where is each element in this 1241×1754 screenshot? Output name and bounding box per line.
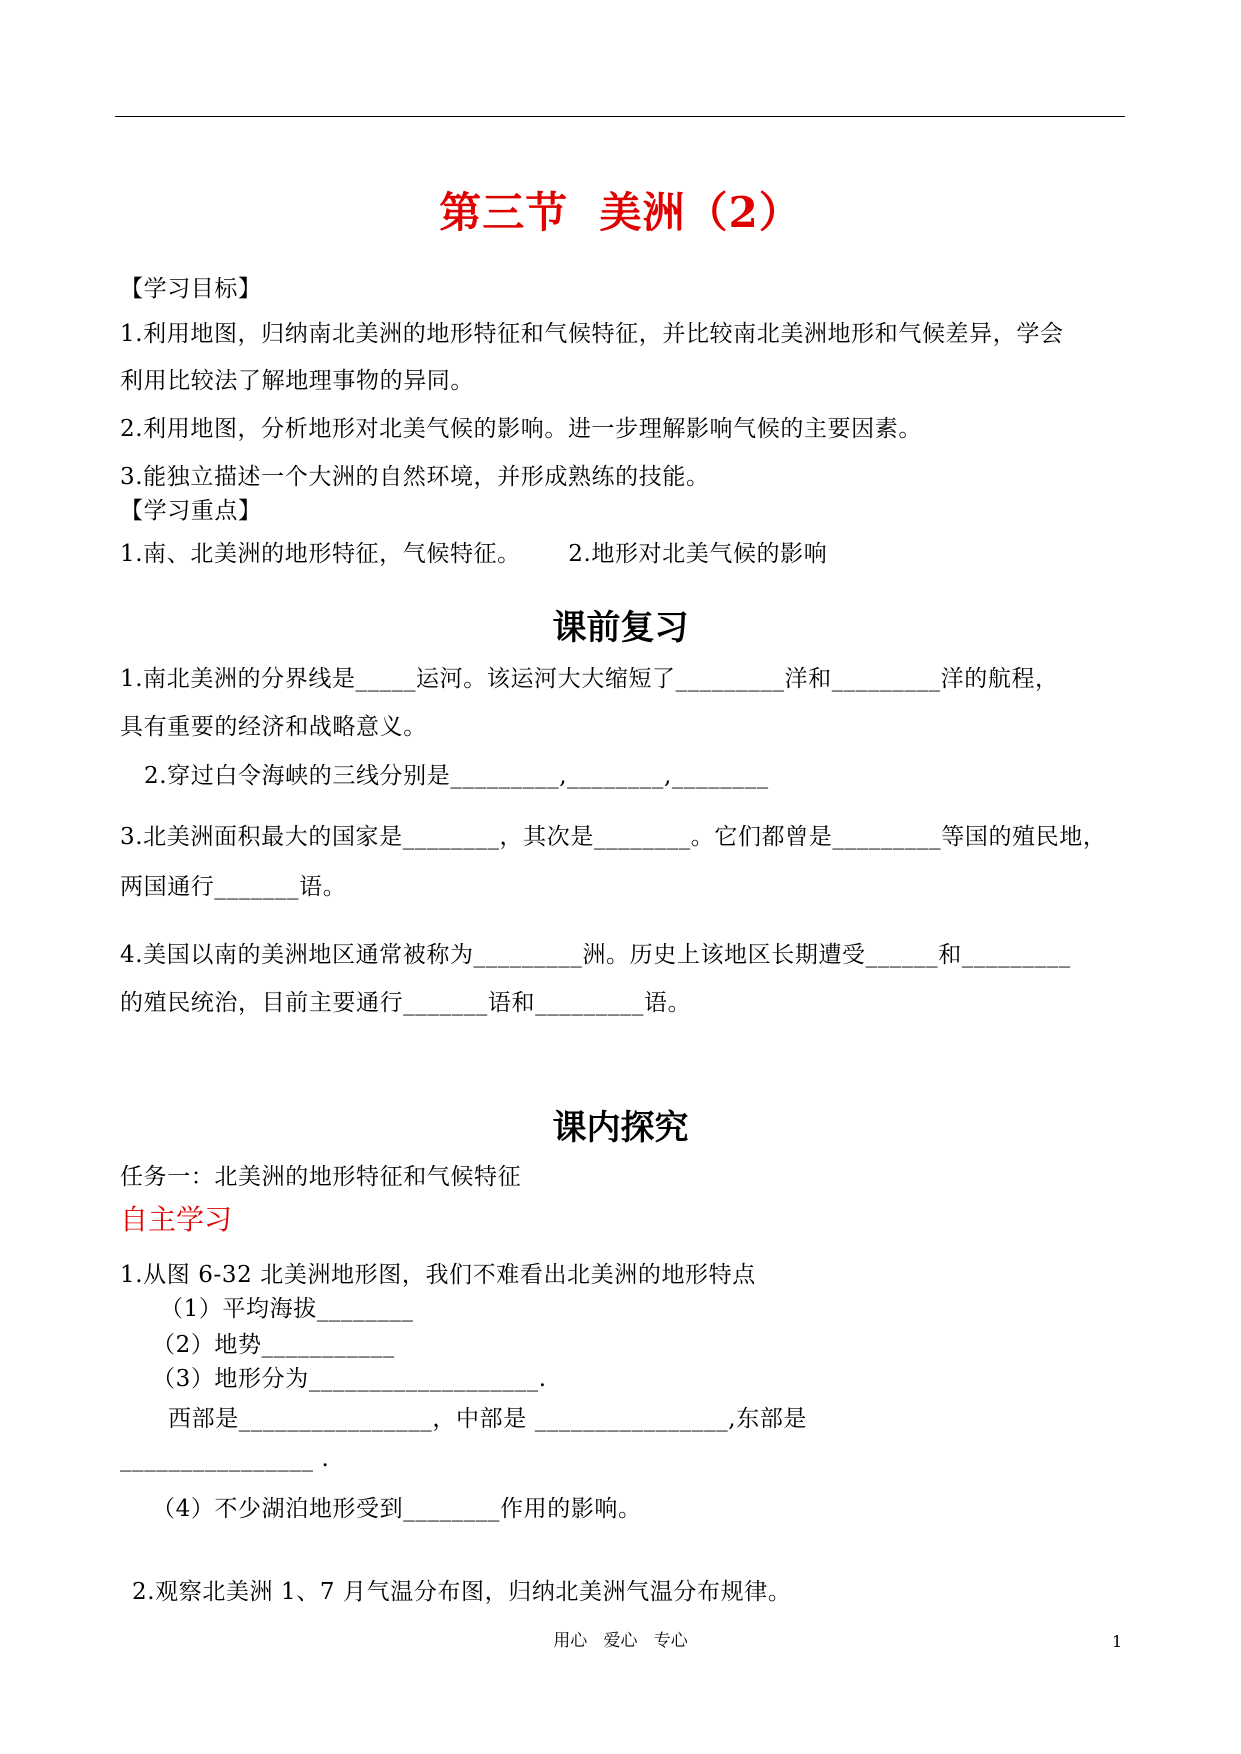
inquiry-line-6: ________________ .: [120, 1446, 330, 1472]
review-line-7: 的殖民统治，目前主要通行_______语和_________语。: [120, 990, 692, 1016]
inquiry-line-7: （4）不少湖泊地形受到________作用的影响。: [152, 1496, 642, 1522]
goal-line-4: 3.能独立描述一个大洲的自然环境，并形成熟练的技能。: [120, 464, 710, 490]
review-line-5: 两国通行_______语。: [120, 874, 347, 900]
header-rule: [115, 116, 1125, 117]
page-title: 第三节 美洲（2）: [439, 188, 802, 237]
review-heading: 课前复习: [552, 608, 689, 648]
page-number: 1: [1112, 1632, 1123, 1651]
goal-line-2: 利用比较法了解地理事物的异同。: [120, 368, 474, 394]
inquiry-line-1: 1.从图 6-32 北美洲地形图，我们不难看出北美洲的地形特点: [120, 1262, 756, 1288]
inquiry-task: 任务一：北美洲的地形特征和气候特征: [120, 1164, 522, 1190]
review-line-1: 1.南北美洲的分界线是_____运河。该运河大大缩短了_________洋和_________洋的航程，: [120, 666, 1059, 692]
review-line-2: 具有重要的经济和战略意义。: [120, 714, 427, 740]
goals-header: 【学习目标】: [120, 276, 262, 302]
review-line-6: 4.美国以南的美洲地区通常被称为_________洲。历史上该地区长期遭受______和_________: [120, 942, 1071, 968]
review-line-3: 2.穿过白令海峡的三线分别是_________,________,________: [144, 763, 769, 789]
footer-motto: 用心 爱心 专心: [553, 1631, 688, 1651]
inquiry-line-4: （3）地形分为___________________.: [152, 1366, 547, 1392]
inquiry-line-5: 西部是________________，中部是 ________________,东部是: [168, 1406, 808, 1432]
goal-line-1: 1.利用地图，归纳南北美洲的地形特征和气候特征，并比较南北美洲地形和气候差异，学会: [120, 321, 1064, 347]
goal-line-3: 2.利用地图，分析地形对北美气候的影响。进一步理解影响气候的主要因素。: [120, 416, 922, 442]
inquiry-line-8: 2.观察北美洲 1、7 月气温分布图，归纳北美洲气温分布规律。: [132, 1579, 792, 1605]
inquiry-heading: 课内探究: [552, 1108, 689, 1148]
self-study-label: 自主学习: [120, 1203, 233, 1236]
inquiry-line-3: （2）地势___________: [152, 1332, 395, 1358]
key-points-header: 【学习重点】: [120, 498, 262, 524]
inquiry-line-2: （1）平均海拔________: [160, 1296, 414, 1322]
review-line-4: 3.北美洲面积最大的国家是________，其次是________。它们都曾是_________等国的殖民地，: [120, 824, 1107, 850]
key-points-line: 1.南、北美洲的地形特征，气候特征。 2.地形对北美气候的影响: [120, 541, 828, 567]
